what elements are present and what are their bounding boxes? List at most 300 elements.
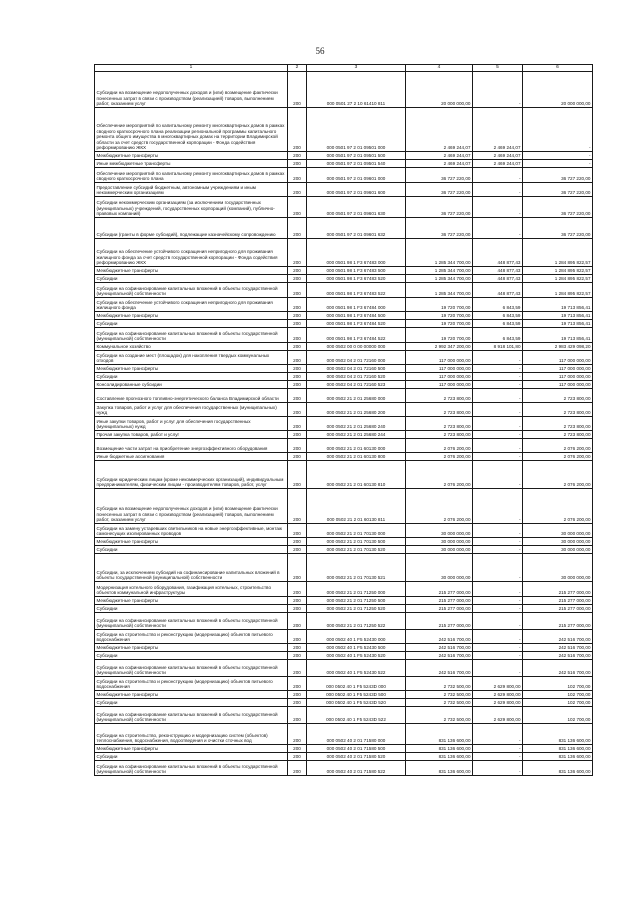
row-approved-amount: 831 136 600,00 xyxy=(406,724,473,745)
row-budget-classification-code: 000 0502 40 1 F5 52430 520 xyxy=(307,652,406,660)
row-executed-amount: 448 877,43 xyxy=(473,275,523,283)
row-executed-amount: - xyxy=(473,554,523,582)
budget-table xyxy=(94,64,593,776)
row-executed-amount: - xyxy=(473,218,523,239)
row-approved-amount: 215 277 000,00 xyxy=(406,597,473,605)
row-unexecuted-amount: 1 284 895 822,57 xyxy=(523,275,593,283)
row-unexecuted-amount: 30 000 000,00 xyxy=(523,524,593,538)
row-description: Субсидии на замену устаревших светильников на новые энергоэффективные, монтаж самонесущих изолированных проводов xyxy=(95,524,288,538)
row-executed-amount: 2 469 244,07 xyxy=(473,152,523,160)
table-row xyxy=(95,320,593,328)
row-unexecuted-amount: 2 076 200,00 xyxy=(523,489,593,524)
row-budget-classification-code: 000 0502 40 2 01 71580 500 xyxy=(307,745,406,753)
row-budget-classification-code: 000 0501 97 2 01 09501 000 xyxy=(307,108,406,152)
table-row xyxy=(95,351,593,365)
row-description: Субсидии на строительство и реконструкцию (модернизацию) объектов питьевого водоснабжения xyxy=(95,630,288,644)
row-budget-classification-code: 000 0501 98 1 F3 67483 520 xyxy=(307,275,406,283)
row-executed-amount: - xyxy=(473,381,523,389)
table-row xyxy=(95,283,593,298)
row-budget-classification-code: 000 0502 04 2 01 72160 500 xyxy=(307,365,406,373)
row-description: Межбюджетные трансферты xyxy=(95,597,288,605)
row-approved-amount: 2 732 500,00 xyxy=(406,699,473,707)
header-col-3: 3 xyxy=(307,65,406,72)
row-budget-classification-code: 000 0501 97 2 01 09601 630 xyxy=(307,197,406,218)
row-description: Межбюджетные трансферты xyxy=(95,267,288,275)
row-unexecuted-amount: 30 000 000,00 xyxy=(523,554,593,582)
row-unexecuted-amount: 215 277 000,00 xyxy=(523,613,593,630)
row-description: Субсидии на строительство, реконструкцию и модернизацию систем (объектов) теплоснабжения, водоснабжения, водоотведения и очистки сточных вод xyxy=(95,724,288,745)
row-approved-amount: 2 723 800,00 xyxy=(406,431,473,439)
row-description: Закупка товаров, работ и услуг для обеспечения государственных (муниципальных) нужд xyxy=(95,403,288,417)
table-row xyxy=(95,239,593,267)
row-unexecuted-amount: 215 277 000,00 xyxy=(523,582,593,597)
row-approved-amount: 2 076 200,00 xyxy=(406,453,473,461)
row-description: Субсидии xyxy=(95,275,288,283)
row-budget-classification-code: 000 0501 27 2 10 61410 811 xyxy=(307,72,406,108)
table-row xyxy=(95,613,593,630)
row-approved-amount: 30 000 000,00 xyxy=(406,546,473,554)
row-approved-amount: 215 277 000,00 xyxy=(406,613,473,630)
row-budget-classification-code: 000 0501 98 1 F3 67483 522 xyxy=(307,283,406,298)
row-executed-amount: - xyxy=(473,597,523,605)
table-row xyxy=(95,373,593,381)
row-budget-classification-code: 000 0502 40 1 F5 52430 500 xyxy=(307,644,406,652)
row-executed-amount: 6 843,59 xyxy=(473,320,523,328)
row-budget-classification-code: 000 0502 04 2 01 72160 520 xyxy=(307,373,406,381)
row-description: Субсидии на софинансирование капитальных вложений в объекты государственной (муниципальной) собственности xyxy=(95,613,288,630)
row-budget-classification-code: 000 0502 21 2 01 70130 000 xyxy=(307,524,406,538)
table-row xyxy=(95,343,593,351)
row-unexecuted-amount: 831 136 600,00 xyxy=(523,724,593,745)
table-header xyxy=(95,65,593,72)
row-unexecuted-amount: 36 727 220,00 xyxy=(523,183,593,197)
row-executed-amount: - xyxy=(473,417,523,431)
row-budget-classification-code: 000 0501 97 2 01 09601 000 xyxy=(307,168,406,183)
table-row xyxy=(95,524,593,538)
row-line-code: 200 xyxy=(288,152,307,160)
row-description: Возмещение части затрат на приобретение энергоэффективного оборудования xyxy=(95,439,288,453)
row-budget-classification-code: 000 0502 40 2 01 71580 520 xyxy=(307,753,406,761)
row-unexecuted-amount: 19 713 856,41 xyxy=(523,298,593,312)
table-row xyxy=(95,761,593,776)
table-row xyxy=(95,267,593,275)
row-line-code: 200 xyxy=(288,328,307,343)
row-executed-amount: - xyxy=(473,546,523,554)
row-description: Субсидии xyxy=(95,373,288,381)
row-unexecuted-amount: 215 277 000,00 xyxy=(523,605,593,613)
row-line-code: 200 xyxy=(288,605,307,613)
row-unexecuted-amount: 2 723 800,00 xyxy=(523,417,593,431)
table-row xyxy=(95,328,593,343)
row-unexecuted-amount: 215 277 000,00 xyxy=(523,597,593,605)
table-row xyxy=(95,546,593,554)
row-description: Субсидии, за исключением субсидий на софинансирование капитальных вложений в объекты государственной (муниципальной) собственности xyxy=(95,554,288,582)
row-line-code: 200 xyxy=(288,365,307,373)
row-approved-amount: 117 000 000,00 xyxy=(406,351,473,365)
row-unexecuted-amount: - xyxy=(523,152,593,160)
row-executed-amount: - xyxy=(473,461,523,489)
row-line-code: 200 xyxy=(288,320,307,328)
table-row xyxy=(95,691,593,699)
table-row xyxy=(95,168,593,183)
row-line-code: 200 xyxy=(288,168,307,183)
header-col-1: 1 xyxy=(95,65,288,72)
row-description: Иные бюджетные ассигнования xyxy=(95,453,288,461)
table-row xyxy=(95,365,593,373)
row-budget-classification-code: 000 0502 21 2 01 71250 520 xyxy=(307,605,406,613)
row-line-code: 200 xyxy=(288,312,307,320)
row-approved-amount: 19 720 700,00 xyxy=(406,320,473,328)
row-line-code: 200 xyxy=(288,691,307,699)
table-row xyxy=(95,439,593,453)
row-description: Межбюджетные трансферты xyxy=(95,538,288,546)
row-approved-amount: 2 732 500,00 xyxy=(406,691,473,699)
row-line-code: 200 xyxy=(288,652,307,660)
row-unexecuted-amount: 102 700,00 xyxy=(523,677,593,691)
row-approved-amount: 20 000 000,00 xyxy=(406,72,473,108)
table-row xyxy=(95,644,593,652)
row-description: Субсидии на софинансирование капитальных вложений в объекты государственной (муниципальной) собственности xyxy=(95,707,288,724)
header-row xyxy=(95,65,593,72)
table-row xyxy=(95,403,593,417)
row-executed-amount: - xyxy=(473,630,523,644)
row-description: Межбюджетные трансферты xyxy=(95,691,288,699)
row-description: Межбюджетные трансферты xyxy=(95,152,288,160)
row-unexecuted-amount: 102 700,00 xyxy=(523,707,593,724)
row-executed-amount: 448 877,43 xyxy=(473,239,523,267)
table-row xyxy=(95,389,593,403)
table-body xyxy=(95,72,593,776)
row-line-code: 200 xyxy=(288,745,307,753)
row-line-code: 200 xyxy=(288,677,307,691)
row-unexecuted-amount: 2 723 800,00 xyxy=(523,431,593,439)
row-unexecuted-amount: 117 000 000,00 xyxy=(523,373,593,381)
row-description: Предоставление субсидий бюджетным, автономным учреждениям и иным некоммерческим организациям xyxy=(95,183,288,197)
row-unexecuted-amount: 2 076 200,00 xyxy=(523,453,593,461)
row-budget-classification-code: 000 0502 21 2 01 70130 500 xyxy=(307,538,406,546)
row-unexecuted-amount: 117 000 000,00 xyxy=(523,381,593,389)
row-line-code: 200 xyxy=(288,351,307,365)
row-description: Субсидии на возмещение недополученных доходов и (или) возмещение фактически понесенных затрат в связи с производством (реализацией) товаров, выполнением работ, оказанием услуг xyxy=(95,72,288,108)
row-unexecuted-amount: 831 136 600,00 xyxy=(523,761,593,776)
row-executed-amount: 448 877,43 xyxy=(473,283,523,298)
row-line-code: 200 xyxy=(288,461,307,489)
table-row xyxy=(95,152,593,160)
budget-table-container xyxy=(94,64,592,776)
row-approved-amount: 2 732 500,00 xyxy=(406,677,473,691)
row-description: Коммунальное хозяйство xyxy=(95,343,288,351)
row-approved-amount: 2 723 800,00 xyxy=(406,403,473,417)
row-budget-classification-code: 000 0502 21 2 01 25680 200 xyxy=(307,403,406,417)
row-approved-amount: 36 727 220,00 xyxy=(406,183,473,197)
row-line-code: 200 xyxy=(288,524,307,538)
row-description: Иные закупки товаров, работ и услуг для обеспечения государственных (муниципальных) нужд xyxy=(95,417,288,431)
row-description: Составление прогнозного топливно-энергетического баланса Владимирской области xyxy=(95,389,288,403)
row-line-code: 200 xyxy=(288,381,307,389)
row-unexecuted-amount: 1 284 895 822,57 xyxy=(523,283,593,298)
row-description: Субсидии на возмещение недополученных доходов и (или) возмещение фактически понесенных затрат в связи с производством (реализацией) товаров, выполнением работ, оказанием услуг xyxy=(95,489,288,524)
row-line-code: 200 xyxy=(288,630,307,644)
row-line-code: 200 xyxy=(288,660,307,677)
row-description: Субсидии xyxy=(95,320,288,328)
row-budget-classification-code: 000 0502 40 1 F5 5243D 520 xyxy=(307,699,406,707)
row-unexecuted-amount: 1 284 895 822,57 xyxy=(523,267,593,275)
row-budget-classification-code: 000 0502 40 1 F5 52430 522 xyxy=(307,660,406,677)
row-executed-amount: 2 629 800,00 xyxy=(473,691,523,699)
table-row xyxy=(95,554,593,582)
row-executed-amount: 2 629 800,00 xyxy=(473,699,523,707)
table-row xyxy=(95,707,593,724)
row-budget-classification-code: 000 0502 21 2 01 70130 520 xyxy=(307,546,406,554)
row-executed-amount: - xyxy=(473,761,523,776)
row-line-code: 200 xyxy=(288,644,307,652)
row-executed-amount: - xyxy=(473,351,523,365)
row-unexecuted-amount: 2 723 800,00 xyxy=(523,389,593,403)
row-executed-amount: 2 629 800,00 xyxy=(473,707,523,724)
table-row xyxy=(95,605,593,613)
row-executed-amount: 2 469 244,07 xyxy=(473,160,523,168)
row-description: Субсидии некоммерческим организациям (за исключением государственных (муниципальных) учреждений, государственных корпораций (компаний), публично-правовых компаний) xyxy=(95,197,288,218)
row-approved-amount: 2 076 200,00 xyxy=(406,461,473,489)
row-description: Иные межбюджетные трансферты xyxy=(95,160,288,168)
row-budget-classification-code: 000 0501 98 1 F3 67484 522 xyxy=(307,328,406,343)
row-executed-amount: - xyxy=(473,660,523,677)
table-row xyxy=(95,660,593,677)
row-approved-amount: 242 516 700,00 xyxy=(406,630,473,644)
row-description: Субсидии на софинансирование капитальных вложений в объекты государственной (муниципальной) собственности xyxy=(95,328,288,343)
row-budget-classification-code: 000 0502 40 1 F5 5243D 522 xyxy=(307,707,406,724)
table-row xyxy=(95,489,593,524)
row-line-code: 200 xyxy=(288,417,307,431)
row-executed-amount: - xyxy=(473,613,523,630)
row-executed-amount: - xyxy=(473,745,523,753)
table-row xyxy=(95,218,593,239)
row-unexecuted-amount: 2 983 429 098,20 xyxy=(523,343,593,351)
row-approved-amount: 19 720 700,00 xyxy=(406,298,473,312)
row-executed-amount: - xyxy=(473,373,523,381)
row-unexecuted-amount: 242 516 700,00 xyxy=(523,644,593,652)
row-description: Субсидии на софинансирование капитальных вложений в объекты государственной (муниципальной) собственности xyxy=(95,761,288,776)
row-approved-amount: 2 723 800,00 xyxy=(406,417,473,431)
table-row xyxy=(95,312,593,320)
row-executed-amount: - xyxy=(473,605,523,613)
row-unexecuted-amount: - xyxy=(523,160,593,168)
row-description: Субсидии xyxy=(95,546,288,554)
row-line-code: 200 xyxy=(288,108,307,152)
table-row xyxy=(95,431,593,439)
row-unexecuted-amount: 2 723 800,00 xyxy=(523,403,593,417)
row-line-code: 200 xyxy=(288,267,307,275)
table-row xyxy=(95,160,593,168)
row-approved-amount: 831 136 600,00 xyxy=(406,753,473,761)
row-executed-amount: - xyxy=(473,431,523,439)
row-line-code: 200 xyxy=(288,183,307,197)
row-line-code: 200 xyxy=(288,72,307,108)
row-description: Субсидии xyxy=(95,699,288,707)
row-executed-amount: - xyxy=(473,582,523,597)
row-line-code: 200 xyxy=(288,373,307,381)
header-col-2: 2 xyxy=(288,65,307,72)
row-unexecuted-amount: 36 727 220,00 xyxy=(523,197,593,218)
table-row xyxy=(95,582,593,597)
row-budget-classification-code: 000 0502 21 2 01 60130 811 xyxy=(307,489,406,524)
row-executed-amount: - xyxy=(473,365,523,373)
row-description: Прочая закупка товаров, работ и услуг xyxy=(95,431,288,439)
row-approved-amount: 117 000 000,00 xyxy=(406,365,473,373)
row-approved-amount: 117 000 000,00 xyxy=(406,381,473,389)
row-line-code: 200 xyxy=(288,538,307,546)
row-budget-classification-code: 000 0502 21 2 01 60130 000 xyxy=(307,439,406,453)
row-budget-classification-code: 000 0502 40 2 01 71580 522 xyxy=(307,761,406,776)
table-row xyxy=(95,197,593,218)
row-budget-classification-code: 000 0502 21 2 01 71250 522 xyxy=(307,613,406,630)
row-description: Субсидии на строительство и реконструкцию (модернизацию) объектов питьевого водоснабжения xyxy=(95,677,288,691)
row-approved-amount: 242 516 700,00 xyxy=(406,660,473,677)
row-line-code: 200 xyxy=(288,597,307,605)
row-unexecuted-amount: 1 284 895 822,57 xyxy=(523,239,593,267)
row-executed-amount: 6 843,59 xyxy=(473,312,523,320)
row-approved-amount: 1 285 344 700,00 xyxy=(406,275,473,283)
row-unexecuted-amount: 2 076 200,00 xyxy=(523,461,593,489)
table-row xyxy=(95,461,593,489)
row-description: Межбюджетные трансферты xyxy=(95,644,288,652)
row-line-code: 200 xyxy=(288,403,307,417)
row-executed-amount: - xyxy=(473,389,523,403)
row-line-code: 200 xyxy=(288,724,307,745)
row-budget-classification-code: 000 0502 21 2 01 25680 244 xyxy=(307,431,406,439)
row-budget-classification-code: 000 0501 98 1 F3 67484 520 xyxy=(307,320,406,328)
row-line-code: 200 xyxy=(288,298,307,312)
row-description: Субсидии на софинансирование капитальных вложений в объекты государственной (муниципальной) собственности xyxy=(95,660,288,677)
row-line-code: 200 xyxy=(288,197,307,218)
row-line-code: 200 xyxy=(288,431,307,439)
row-approved-amount: 36 727 220,00 xyxy=(406,197,473,218)
row-line-code: 200 xyxy=(288,389,307,403)
header-col-4: 4 xyxy=(406,65,473,72)
row-description: Субсидии на обеспечение устойчивого сокращения непригодного для проживания жилищного фонда xyxy=(95,298,288,312)
row-budget-classification-code: 000 0501 98 1 F3 67483 000 xyxy=(307,239,406,267)
table-row xyxy=(95,538,593,546)
row-budget-classification-code: 000 0502 21 2 01 60130 810 xyxy=(307,461,406,489)
row-budget-classification-code: 000 0501 98 1 F3 67483 500 xyxy=(307,267,406,275)
row-executed-amount: - xyxy=(473,183,523,197)
row-executed-amount: - xyxy=(473,403,523,417)
table-row xyxy=(95,72,593,108)
row-description: Субсидии на обеспечение устойчивого сокращения непригодного для проживания жилищного фонда за счет средств государственной корпорации - Фонда содействия реформированию ЖКХ xyxy=(95,239,288,267)
header-col-5: 5 xyxy=(473,65,523,72)
row-executed-amount: 6 843,59 xyxy=(473,298,523,312)
row-description: Консолидированные субсидии xyxy=(95,381,288,389)
row-budget-classification-code: 000 0502 21 2 01 71250 000 xyxy=(307,582,406,597)
row-line-code: 200 xyxy=(288,761,307,776)
row-unexecuted-amount: 242 516 700,00 xyxy=(523,652,593,660)
row-executed-amount: - xyxy=(473,197,523,218)
table-row xyxy=(95,453,593,461)
row-budget-classification-code: 000 0502 21 2 01 60130 800 xyxy=(307,453,406,461)
row-approved-amount: 2 076 200,00 xyxy=(406,489,473,524)
page-number: 56 xyxy=(315,46,325,56)
row-unexecuted-amount: 36 727 220,00 xyxy=(523,218,593,239)
row-budget-classification-code: 000 0501 97 2 01 09501 540 xyxy=(307,160,406,168)
table-row xyxy=(95,275,593,283)
row-approved-amount: 36 727 220,00 xyxy=(406,218,473,239)
row-approved-amount: 2 076 200,00 xyxy=(406,439,473,453)
row-unexecuted-amount: 30 000 000,00 xyxy=(523,538,593,546)
row-description: Субсидии юридическим лицам (кроме некоммерческих организаций), индивидуальным предпринимателям, физическим лицам - производителям товаров, работ, услуг xyxy=(95,461,288,489)
row-budget-classification-code: 000 0502 21 2 01 70130 521 xyxy=(307,554,406,582)
row-approved-amount: 2 732 500,00 xyxy=(406,707,473,724)
row-line-code: 200 xyxy=(288,239,307,267)
row-executed-amount: - xyxy=(473,644,523,652)
table-row xyxy=(95,753,593,761)
row-budget-classification-code: 000 0501 97 2 01 09501 500 xyxy=(307,152,406,160)
row-approved-amount: 831 136 600,00 xyxy=(406,745,473,753)
row-approved-amount: 117 000 000,00 xyxy=(406,373,473,381)
row-executed-amount: 2 469 244,07 xyxy=(473,108,523,152)
row-approved-amount: 2 469 244,07 xyxy=(406,152,473,160)
row-line-code: 200 xyxy=(288,582,307,597)
row-budget-classification-code: 000 0502 40 1 F5 5243D 000 xyxy=(307,677,406,691)
row-executed-amount: - xyxy=(473,489,523,524)
row-description: Модернизация котельного оборудования, газификация котельных, строительство объектов коммунальной инфраструктуры xyxy=(95,582,288,597)
row-unexecuted-amount: 20 000 000,00 xyxy=(523,72,593,108)
row-line-code: 200 xyxy=(288,439,307,453)
row-unexecuted-amount: 19 713 856,41 xyxy=(523,312,593,320)
row-approved-amount: 1 285 344 700,00 xyxy=(406,239,473,267)
row-budget-classification-code: 000 0502 04 2 01 72160 000 xyxy=(307,351,406,365)
row-executed-amount: 2 629 800,00 xyxy=(473,677,523,691)
row-unexecuted-amount: 102 700,00 xyxy=(523,699,593,707)
row-line-code: 200 xyxy=(288,343,307,351)
row-line-code: 200 xyxy=(288,546,307,554)
row-executed-amount: 448 877,43 xyxy=(473,267,523,275)
row-executed-amount: - xyxy=(473,453,523,461)
table-row xyxy=(95,381,593,389)
row-executed-amount: - xyxy=(473,753,523,761)
row-unexecuted-amount: 2 076 200,00 xyxy=(523,439,593,453)
row-executed-amount: - xyxy=(473,652,523,660)
table-row xyxy=(95,745,593,753)
row-description: Субсидии xyxy=(95,652,288,660)
row-unexecuted-amount: 19 713 856,41 xyxy=(523,328,593,343)
row-line-code: 200 xyxy=(288,699,307,707)
row-description: Межбюджетные трансферты xyxy=(95,745,288,753)
row-executed-amount: - xyxy=(473,724,523,745)
row-executed-amount: - xyxy=(473,72,523,108)
row-line-code: 200 xyxy=(288,489,307,524)
row-line-code: 200 xyxy=(288,218,307,239)
row-unexecuted-amount: 117 000 000,00 xyxy=(523,351,593,365)
row-line-code: 200 xyxy=(288,283,307,298)
row-unexecuted-amount: 102 700,00 xyxy=(523,691,593,699)
row-unexecuted-amount: 36 727 220,00 xyxy=(523,168,593,183)
row-budget-classification-code: 000 0501 97 2 01 09601 632 xyxy=(307,218,406,239)
row-unexecuted-amount: 831 136 600,00 xyxy=(523,753,593,761)
row-unexecuted-amount: 242 516 700,00 xyxy=(523,660,593,677)
table-row xyxy=(95,108,593,152)
row-budget-classification-code: 000 0501 98 1 F3 67484 500 xyxy=(307,312,406,320)
row-approved-amount: 215 277 000,00 xyxy=(406,582,473,597)
row-line-code: 200 xyxy=(288,453,307,461)
row-approved-amount: 242 516 700,00 xyxy=(406,652,473,660)
row-approved-amount: 19 720 700,00 xyxy=(406,312,473,320)
row-executed-amount: - xyxy=(473,168,523,183)
row-description: Субсидии на создание мест (площадок) для накопления твердых коммунальных отходов xyxy=(95,351,288,365)
row-budget-classification-code: 000 0501 97 2 01 09601 600 xyxy=(307,183,406,197)
table-row xyxy=(95,298,593,312)
row-description: Субсидии xyxy=(95,605,288,613)
row-approved-amount: 1 285 344 700,00 xyxy=(406,283,473,298)
